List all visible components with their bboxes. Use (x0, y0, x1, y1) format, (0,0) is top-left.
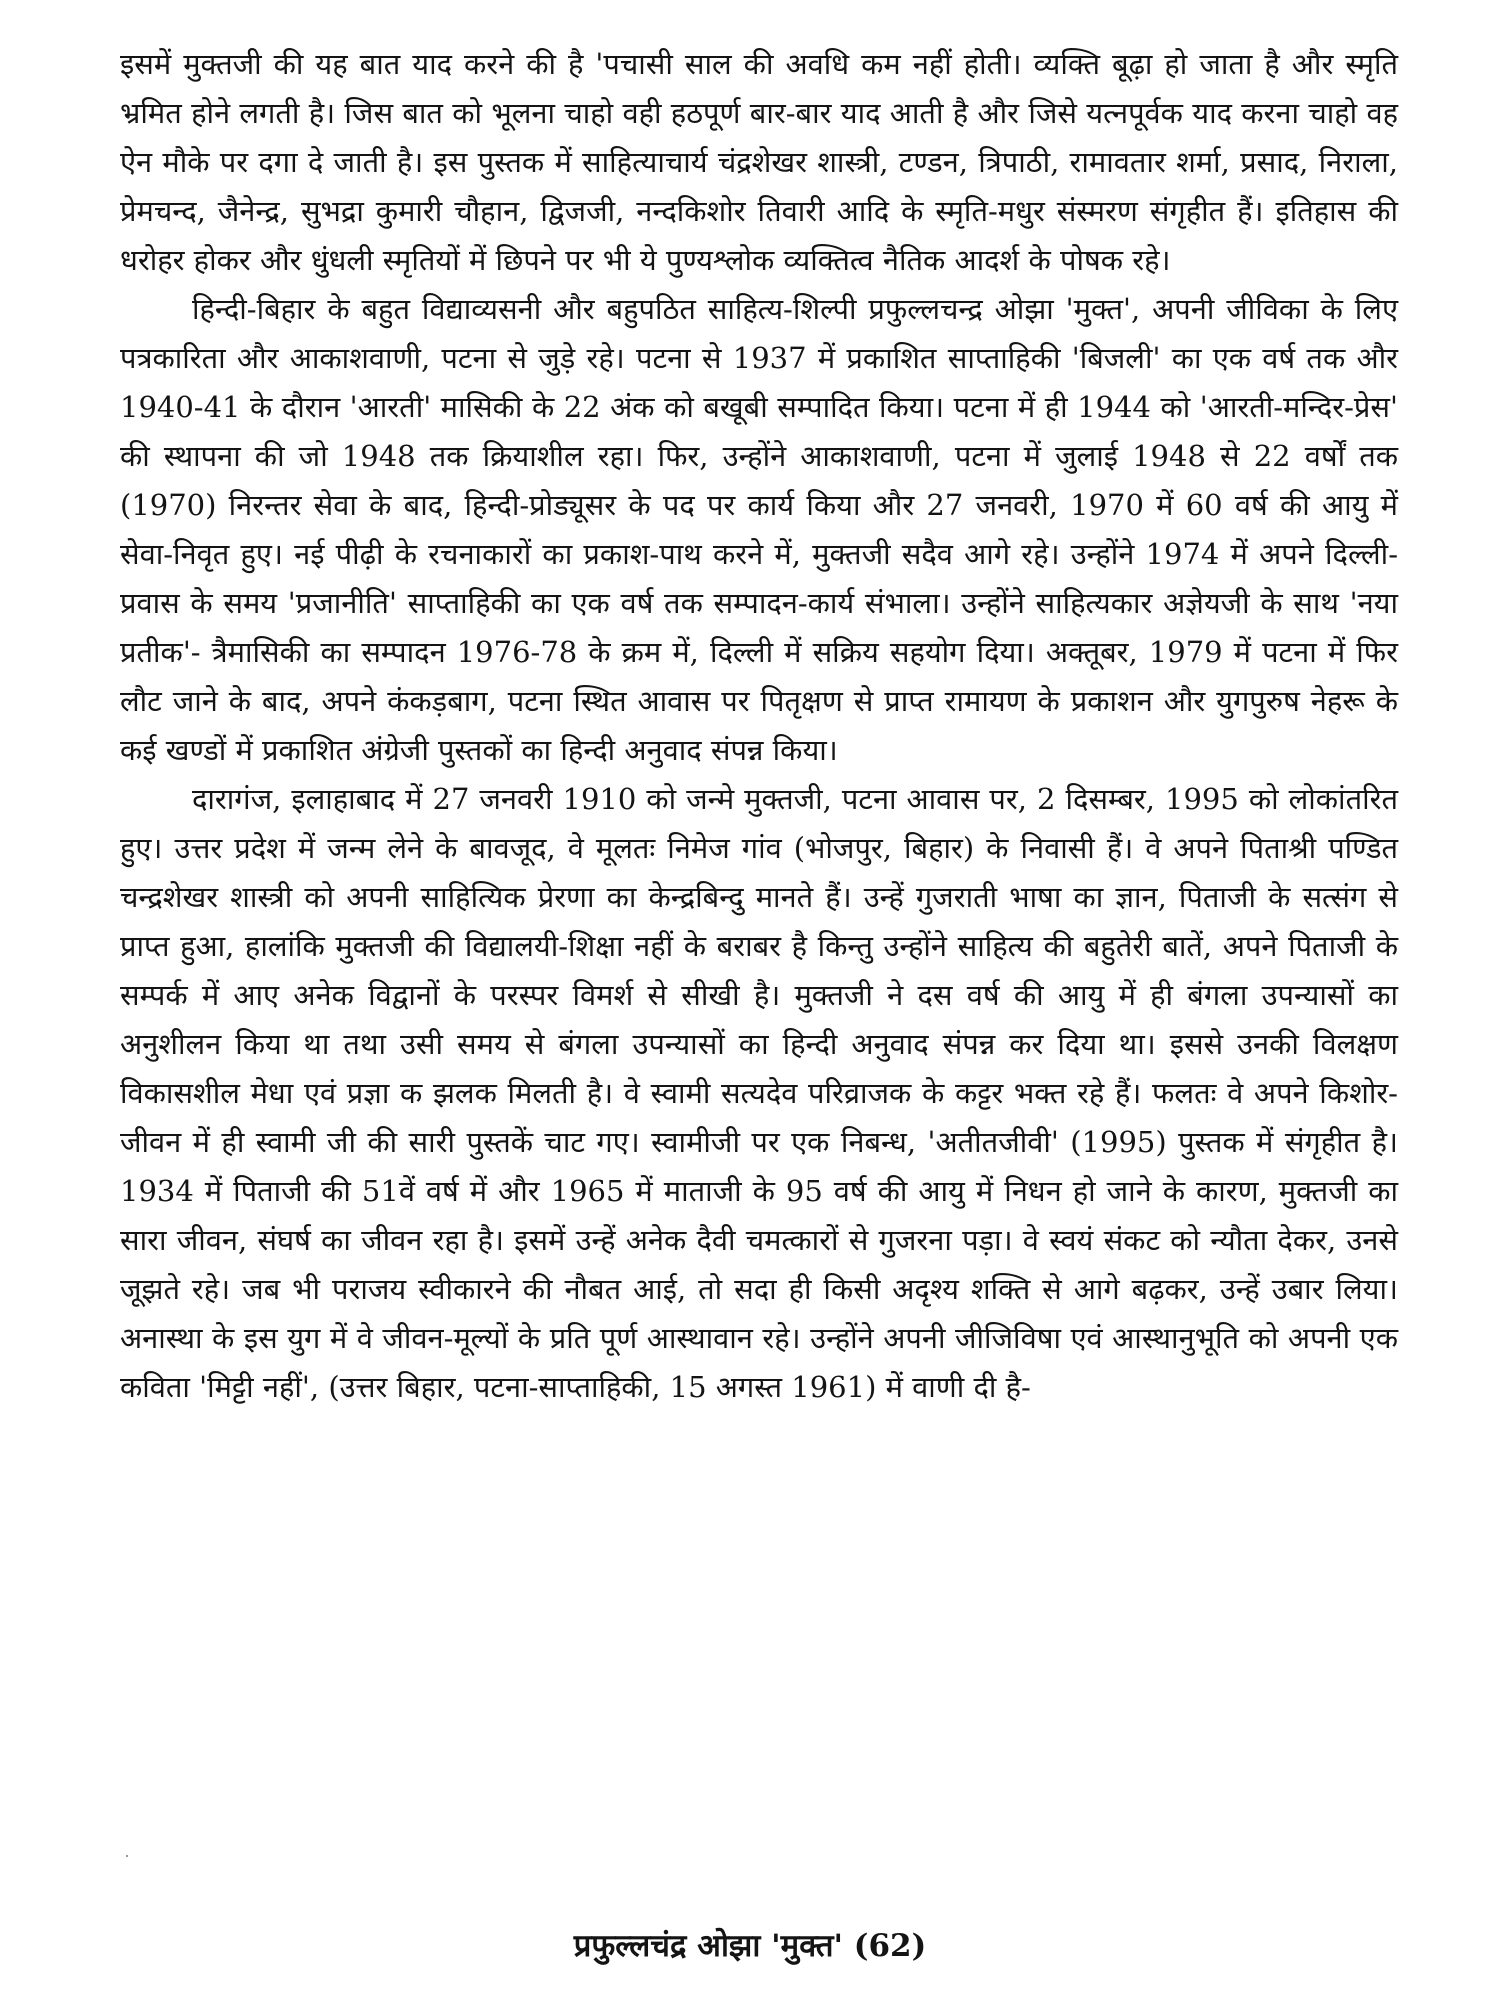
paragraph-2: हिन्दी-बिहार के बहुत विद्याव्यसनी और बहुपठित साहित्य-शिल्पी प्रफुल्लचन्द्र ओझा 'मुक्त', अपनी जीविका के लिए पत्रकारिता और आकाशवाणी, पटना से जुड़े रहे। पटना से 1937 में प्रकाशित साप्ताहिकी 'बिजली' का एक वर्ष तक और 1940-41 के दौरान 'आरती' मासिकी के 22 अंक को बखूबी सम्पादित किया। पटना में ही 1944 को 'आरती-मन्दिर-प्रेस' की स्थापना की जो 1948 तक क्रियाशील रहा। फिर, उन्होंने आकाशवाणी, पटना में जुलाई 1948 से 22 वर्षों तक (1970) निरन्तर सेवा के बाद, हिन्दी-प्रोड्यूसर के पद पर कार्य किया और 27 जनवरी, 1970 में 60 वर्ष की आयु में सेवा-निवृत हुए। नई पीढ़ी के रचनाकारों का प्रकाश-पाथ करने में, मुक्तजी सदैव आगे रहे। उन्होंने 1974 में अपने दिल्ली-प्रवास के समय 'प्रजानीति' साप्ताहिकी का एक वर्ष तक सम्पादन-कार्य संभाला। उन्होंने साहित्यकार अज्ञेयजी के साथ 'नया प्रतीक'- त्रैमासिकी का सम्पादन 1976-78 के क्रम में, दिल्ली में सक्रिय सहयोग दिया। अक्तूबर, 1979 में पटना में फिर लौट जाने के बाद, अपने कंकड़बाग, पटना स्थित आवास पर पितृक्षण से प्राप्त रामायण के प्रकाशन और युगपुरुष नेहरू के कई खण्डों में प्रकाशित अंग्रेजी पुस्तकों का हिन्दी अनुवाद संपन्न किया। (120, 292, 1398, 767)
page-footer: प्रफुल्लचंद्र ओझा 'मुक्त' (62) (573, 1928, 927, 1964)
paragraph-1: इसमें मुक्तजी की यह बात याद करने की है 'पचासी साल की अवधि कम नहीं होती। व्यक्ति बूढ़ा हो जाता है और स्मृति भ्रमित होने लगती है। जिस बात को भूलना चाहो वही हठपूर्ण बार-बार याद आती है और जिसे यत्नपूर्वक याद करना चाहो वह ऐन मौके पर दगा दे जाती है। इस पुस्तक में साहित्याचार्य चंद्रशेखर शास्त्री, टण्डन, त्रिपाठी, रामावतार शर्मा, प्रसाद, निराला, प्रेमचन्द, जैनेन्द्र, सुभद्रा कुमारी चौहान, द्विजजी, नन्दकिशोर तिवारी आदि के स्मृति-मधुर संस्मरण संगृहीत हैं। इतिहास की धरोहर होकर और धुंधली स्मृतियों में छिपने पर भी ये पुण्यश्लोक व्यक्तित्व नैतिक आदर्श के पोषक रहे। (120, 47, 1398, 277)
paragraph-3: दारागंज, इलाहाबाद में 27 जनवरी 1910 को जन्मे मुक्तजी, पटना आवास पर, 2 दिसम्बर, 1995 को लोकांतरित हुए। उत्तर प्रदेश में जन्म लेने के बावजूद, वे मूलतः निमेज गांव (भोजपुर, बिहार) के निवासी हैं। वे अपने पिताश्री पण्डित चन्द्रशेखर शास्त्री को अपनी साहित्यिक प्रेरणा का केन्द्रबिन्दु मानते हैं। उन्हें गुजराती भाषा का ज्ञान, पिताजी के सत्संग से प्राप्त हुआ, हालांकि मुक्तजी की विद्यालयी-शिक्षा नहीं के बराबर है किन्तु उन्होंने साहित्य की बहुतेरी बातें, अपने पिताजी के सम्पर्क में आए अनेक विद्वानों के परस्पर विमर्श से सीखी है। मुक्तजी ने दस वर्ष की आयु में ही बंगला उपन्यासों का अनुशीलन किया था तथा उसी समय से बंगला उपन्यासों का हिन्दी अनुवाद संपन्न कर दिया था। इससे उनकी विलक्षण विकासशील मेधा एवं प्रज्ञा क झलक मिलती है। वे स्वामी सत्यदेव परिव्राजक के कट्टर भक्त रहे हैं। फलतः वे अपने किशोर-जीवन में ही स्वामी जी की सारी पुस्तकें चाट गए। स्वामीजी पर एक निबन्ध, 'अतीतजीवी' (1995) पुस्तक में संगृहीत है। 1934 में पिताजी की 51वें वर्ष में और 1965 में माताजी के 95 वर्ष की आयु में निधन हो जाने के कारण, मुक्तजी का सारा जीवन, संघर्ष का जीवन रहा है। इसमें उन्हें अनेक दैवी चमत्कारों से गुजरना पड़ा। वे स्वयं संकट को न्यौता देकर, उनसे जूझते रहे। जब भी पराजय स्वीकारने की नौबत आई, तो सदा ही किसी अदृश्य शक्ति से आगे बढ़कर, उन्हें उबार लिया। अनास्था के इस युग में वे जीवन-मूल्यों के प्रति पूर्ण आस्थावान रहे। उन्होंने अपनी जीजिविषा एवं आस्थानुभूति को अपनी एक कविता 'मिट्टी नहीं', (उत्तर बिहार, पटना-साप्ताहिकी, 15 अगस्त 1961) में वाणी दी है- (120, 782, 1398, 1404)
scan-speck (126, 1855, 128, 1857)
